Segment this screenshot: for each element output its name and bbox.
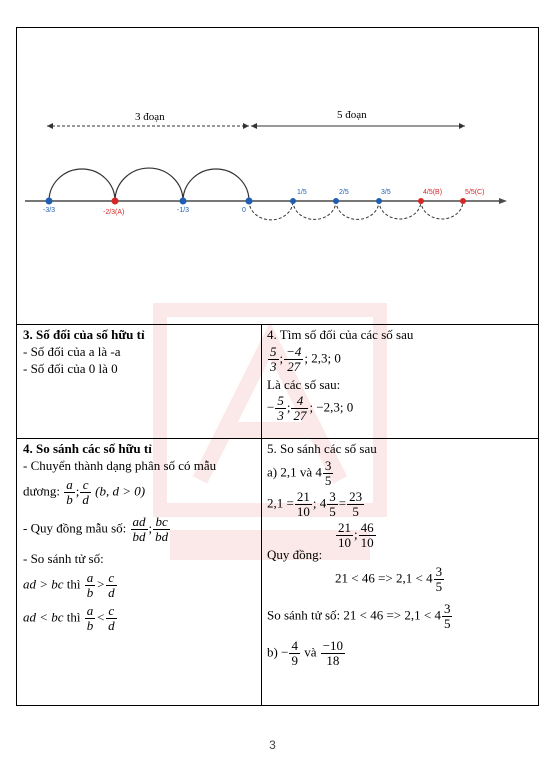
exercise-5-part-a: a) 2,1 và 4 $\frac{3}{5}$ xyxy=(267,458,332,488)
arc-neg-3 xyxy=(183,169,249,201)
exercise-4-title: 4. Tìm số đối của các số sau xyxy=(267,327,414,342)
row-divider-2 xyxy=(17,438,538,439)
dot-3-5 xyxy=(376,198,382,204)
section-4-compare-label: - So sánh tử số: xyxy=(23,551,104,566)
left-span-arrowhead-right xyxy=(243,123,249,129)
tick-label-4-5: 4/5(B) xyxy=(423,189,443,196)
exercise-4-answer: − $\frac{5}{3}$ ; $\frac{4}{27}$ ; −2,3; 0 xyxy=(267,393,354,423)
arc-neg-1 xyxy=(49,169,115,201)
row-divider-1 xyxy=(17,324,538,325)
dot-minus-2-3 xyxy=(112,198,119,205)
dot-1-5 xyxy=(290,198,296,204)
section-4-rule-2: ad < bc thì $\frac{a}{b}$ < $\frac{c}{d}$ xyxy=(23,603,115,633)
exercise-4-given: $\frac{5}{3}$ ; $\frac{-4}{27}$ ; 2,3; 0 xyxy=(270,344,341,374)
section-3-line-2: - Số đối của 0 là 0 xyxy=(23,361,118,376)
arc-pos-3 xyxy=(336,201,379,219)
exercise-4-cell xyxy=(267,326,535,423)
exercise-5-common-fractions: $\frac{21}{10}$ ; $\frac{46}{10}$ xyxy=(338,520,374,550)
tick-label-minus-1-3: -1/3 xyxy=(177,207,190,214)
tick-label-5-5: 5/5(C) xyxy=(465,189,485,196)
section-3-title: 3. Số đối của số hữu tỉ xyxy=(23,327,145,342)
exercise-5-common-result: 21 < 46 => 2,1 < 4 $\frac{3}{5}$ xyxy=(335,564,443,594)
tick-label-1-5: 1/5 xyxy=(297,189,307,196)
left-span-label: 3 đoạn xyxy=(135,111,165,123)
tick-label-minus-2-3: -2/3(A) xyxy=(103,209,125,216)
right-span-arrowhead xyxy=(459,123,465,129)
section-4-rule-1: ad > bc thì $\frac{a}{b}$ > $\frac{c}{d}$ xyxy=(23,570,115,600)
arc-pos-4 xyxy=(379,201,421,219)
exercise-4-answer-intro: Là các số sau: xyxy=(267,377,341,392)
tick-label-2-5: 2/5 xyxy=(339,189,349,196)
tick-label-zero: 0 xyxy=(242,207,246,214)
fraction-5-3: $\frac{5}{3}$ xyxy=(270,344,277,374)
section-4-common-denom: - Quy đồng mẫu số: $\frac{ad}{bd}$ ; $\frac{bc}{bd}$ xyxy=(23,514,169,544)
exercise-5-common-label: Quy đồng: xyxy=(267,547,323,562)
tick-label-3-5: 3/5 xyxy=(381,189,391,196)
column-divider xyxy=(261,324,262,706)
page-number: 3 xyxy=(269,738,276,752)
right-span-label: 5 đoạn xyxy=(337,109,367,121)
arc-pos-1 xyxy=(249,201,293,220)
number-line-figure xyxy=(17,28,538,324)
section-3-line-1: - Số đối của a là -a xyxy=(23,344,121,359)
axis-arrowhead xyxy=(499,198,507,204)
section-4-cell xyxy=(23,440,259,633)
exercise-5-conversion: 2,1 = $\frac{21}{10}$ ; 4 $\frac{3}{5}$ = $\frac{23}{5}$ xyxy=(267,489,363,519)
exercise-5-cell xyxy=(267,440,535,668)
section-4-line-1: - Chuyển thành dạng phân số có mẫu xyxy=(23,458,217,473)
dot-4-5 xyxy=(418,198,424,204)
section-4-title: 4. So sánh các số hữu tỉ xyxy=(23,441,152,456)
section-4-positive-denom: dương: $\frac{a}{b}$ ; $\frac{c}{d}$ (b, d > 0) xyxy=(23,477,146,507)
arc-pos-5 xyxy=(421,201,463,219)
exercise-5-title: 5. So sánh các số sau xyxy=(267,441,377,456)
tick-label-minus-3-3: -3/3 xyxy=(43,207,56,214)
left-span-arrowhead xyxy=(47,123,53,129)
fraction-5-3-neg: $\frac{5}{3}$ xyxy=(277,393,284,423)
section-3-cell xyxy=(23,326,259,377)
exercise-5-compare: So sánh tử số: 21 < 46 => 2,1 < 4 $\frac{3}{5}$ xyxy=(267,601,451,631)
dot-5-5 xyxy=(460,198,466,204)
dot-minus-1-3 xyxy=(180,198,187,205)
dot-2-5 xyxy=(333,198,339,204)
content-table xyxy=(16,27,539,706)
right-span-arrowhead-left xyxy=(251,123,257,129)
fraction-minus-4-27: $\frac{-4}{27}$ xyxy=(286,344,302,374)
exercise-5-part-b: b) − $\frac{4}{9}$ và $\frac{-10}{18}$ xyxy=(267,638,344,668)
fraction-4-27: $\frac{4}{27}$ xyxy=(293,393,307,423)
arc-neg-2 xyxy=(115,168,183,201)
dot-minus-3-3 xyxy=(46,198,53,205)
arc-pos-2 xyxy=(293,201,336,219)
dot-zero xyxy=(246,198,253,205)
